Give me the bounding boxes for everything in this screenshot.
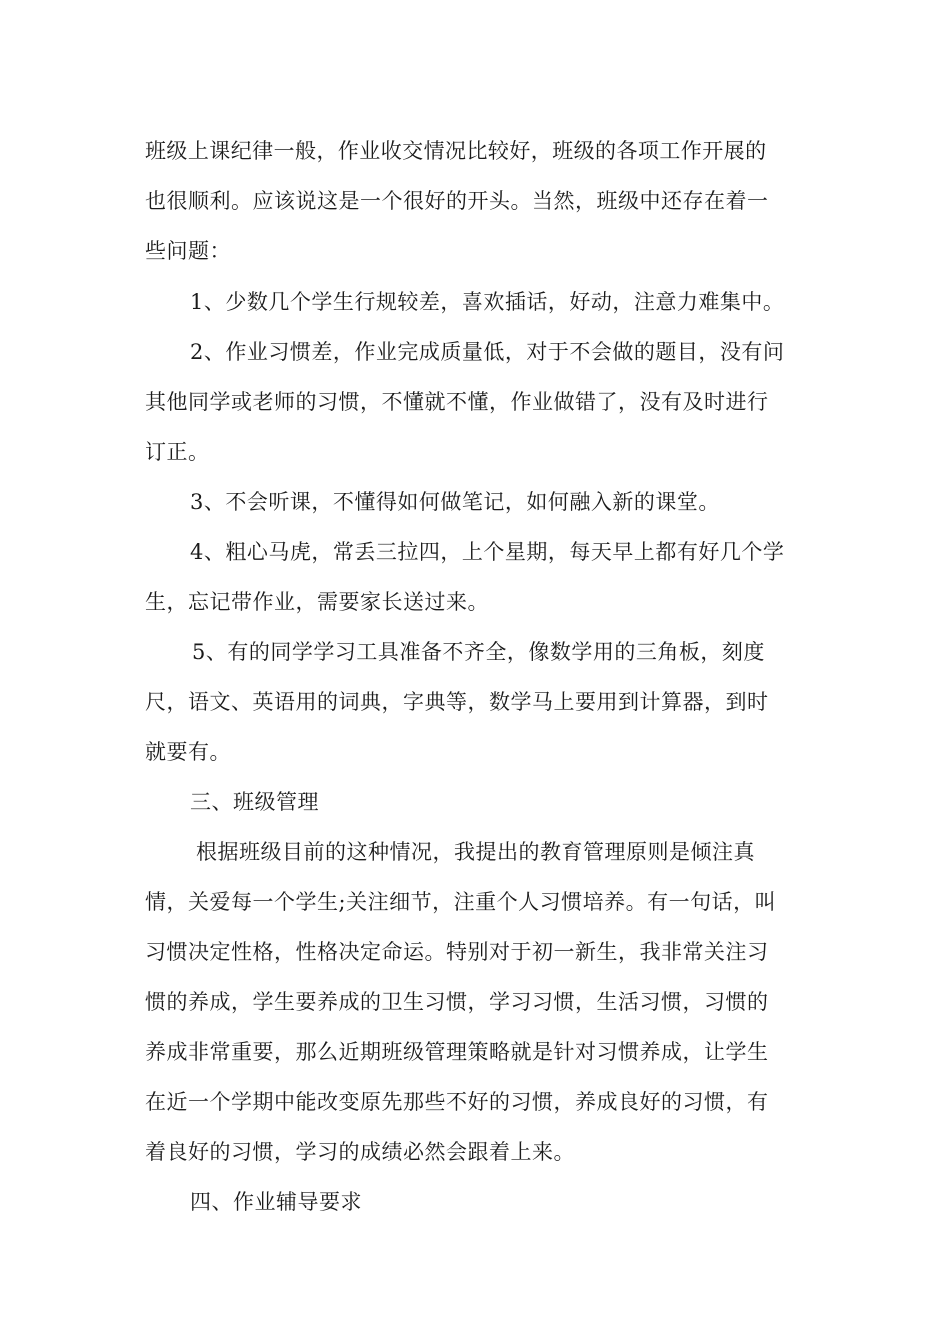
list-item-4: 4、粗心马虎，常丢三拉四，上个星期，每天早上都有好几个学 bbox=[190, 540, 785, 564]
text-line: 就要有。 bbox=[145, 740, 231, 764]
text-line: 也很顺利。应该说这是一个很好的开头。当然，班级中还存在着一 bbox=[145, 189, 769, 213]
text-line: 其他同学或老师的习惯，不懂就不懂，作业做错了，没有及时进行 bbox=[145, 390, 769, 414]
section-heading: 四、作业辅导要求 bbox=[190, 1190, 362, 1214]
text-line: 情，关爱每一个学生;关注细节，注重个人习惯培养。有一句话，叫 bbox=[145, 890, 777, 914]
text-line: 些问题： bbox=[145, 239, 231, 263]
text-line: 在近一个学期中能改变原先那些不好的习惯，养成良好的习惯，有 bbox=[145, 1090, 769, 1114]
text-line: 生，忘记带作业，需要家长送过来。 bbox=[145, 590, 489, 614]
section-heading: 三、班级管理 bbox=[190, 790, 319, 814]
text-line: 习惯决定性格，性格决定命运。特别对于初一新生，我非常关注习 bbox=[145, 940, 769, 964]
text-line: 着良好的习惯，学习的成绩必然会跟着上来。 bbox=[145, 1140, 575, 1164]
list-item-1: 1、少数几个学生行规较差，喜欢插话，好动，注意力难集中。 bbox=[190, 290, 785, 314]
text-line: 惯的养成，学生要养成的卫生习惯，学习习惯，生活习惯，习惯的 bbox=[145, 990, 769, 1014]
text-line: 订正。 bbox=[145, 440, 210, 464]
text-line: 养成非常重要，那么近期班级管理策略就是针对习惯养成，让学生 bbox=[145, 1040, 769, 1064]
list-item-3: 3、不会听课，不懂得如何做笔记，如何融入新的课堂。 bbox=[190, 490, 720, 514]
list-item-2: 2、作业习惯差，作业完成质量低，对于不会做的题目，没有问 bbox=[190, 340, 785, 364]
text-line: 尺，语文、英语用的词典，字典等，数学马上要用到计算器，到时 bbox=[145, 690, 769, 714]
list-item-5: 5、有的同学学习工具准备不齐全，像数学用的三角板，刻度 bbox=[192, 640, 765, 664]
text-line: 班级上课纪律一般，作业收交情况比较好，班级的各项工作开展的 bbox=[145, 139, 767, 163]
text-line: 根据班级目前的这种情况，我提出的教育管理原则是倾注真 bbox=[196, 840, 755, 864]
